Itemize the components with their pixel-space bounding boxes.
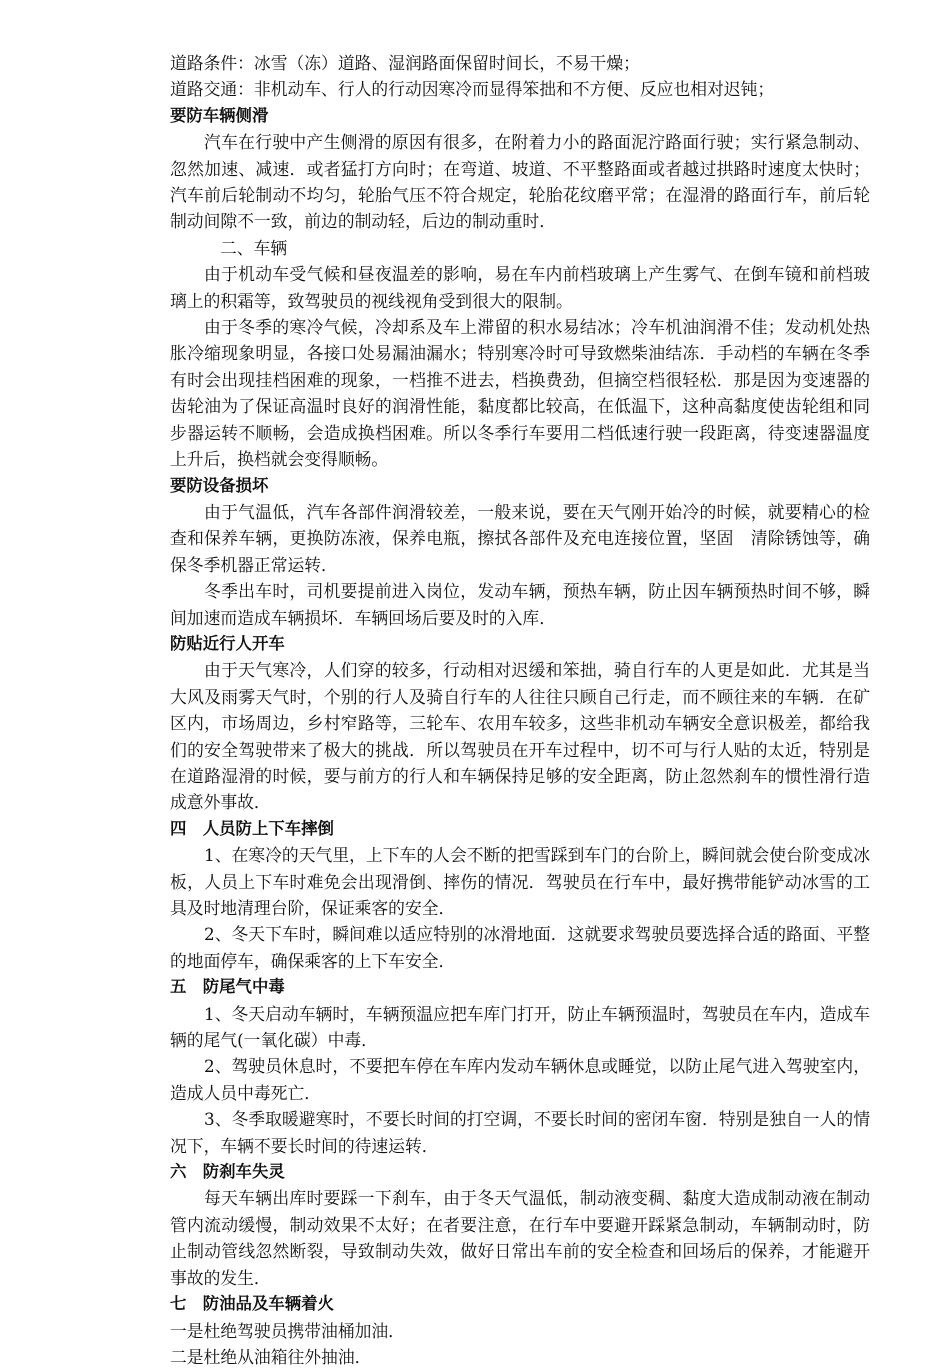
section-heading: 要防车辆侧滑 (170, 105, 269, 125)
body-paragraph: 汽车在行驶中产生侧滑的原因有很多，在附着力小的路面泥泞路面行驶；实行紧急制动、忽然加速、减速．或者猛打方向时；在弯道、坡道、不平整路面或者越过拱路时速度太快时；汽车前后轮制动不均匀，轮胎气压不符合规定，轮胎花纹磨平常；在湿滑的路面行车，前后轮制动间隙不一致，前边的制动轻，后边的制动重时． (170, 132, 870, 232)
body-paragraph: 由于气温低，汽车各部件润滑较差，一般来说，要在天气刚开始冷的时候，就要精心的检查和保养车辆，更换防冻液，保养电瓶，擦拭各部件及充电连接位置，坚固 清除锈蚀等，确保冬季机器正常运转． (170, 501, 870, 575)
body-paragraph: 1、冬天启动车辆时，车辆预温应把车库门打开，防止车辆预温时，驾驶员在车内，造成车辆的尾气(一氧化碳）中毒． (170, 1003, 870, 1051)
section-heading: 五 防尾气中毒 (170, 977, 285, 997)
body-paragraph: 由于机动车受气候和昼夜温差的影响，易在车内前档玻璃上产生雾气、在倒车镜和前档玻璃上的积霜等，致驾驶员的视线视角受到很大的限制。 (170, 264, 870, 311)
body-paragraph: 1、在寒冷的天气里，上下车的人会不断的把雪踩到车门的台阶上，瞬间就会使台阶变成冰板，人员上下车时难免会出现滑倒、摔伤的情况．驾驶员在行车中，最好携带能铲动冰雪的工具及时地清理台阶，保证乘客的安全． (170, 845, 870, 918)
section-heading: 防贴近行人开车 (170, 633, 285, 653)
text-line: 道路条件：冰雪（冻）道路、湿润路面保留时间长，不易干燥； (170, 53, 640, 73)
document-page (170, 50, 870, 1370)
section-heading: 四 人员防上下车摔倒 (170, 818, 334, 838)
body-paragraph: 2、冬天下车时，瞬间难以适应特别的冰滑地面．这就要求驾驶员要选择合适的路面、平整的地面停车，确保乘客的上下车安全． (170, 924, 870, 971)
body-paragraph: 冬季出车时，司机要提前进入岗位，发动车辆，预热车辆，防止因车辆预热时间不够，瞬间加速而造成车辆损坏．车辆回场后要及时的入库． (170, 581, 870, 628)
section-heading: 七 防油品及车辆着火 (170, 1294, 334, 1314)
text-line: 一是杜绝驾驶员携带油桶加油． (170, 1320, 405, 1341)
section-heading: 六 防刹车失灵 (170, 1162, 285, 1182)
body-paragraph: 由于天气寒冷，人们穿的较多，行动相对迟缓和笨拙，骑自行车的人更是如此．尤其是当大风及雨雾天气时，个别的行人及骑自行车的人往往只顾自己行走，而不顾往来的车辆．在矿区内，市场周边，乡村窄路等，三轮车、农用车较多，这些非机动车辆安全意识极差，都给我们的安全驾驶带来了极大的挑战．所以驾驶员在开车过程中，切不可与行人贴的太近，特别是在道路湿滑的时候，要与前方的行人和车辆保持足够的安全距离，防止忽然刹车的惯性滑行造成意外事故． (170, 660, 870, 813)
body-paragraph: 2、驾驶员休息时，不要把车停在车库内发动车辆休息或睡觉，以防止尾气进入驾驶室内，造成人员中毒死亡． (170, 1056, 870, 1103)
text-line: 道路交通：非机动车、行人的行动因寒冷而显得笨拙和不方便、反应也相对迟钝； (170, 79, 775, 100)
text-line: 二是杜绝从油箱往外抽油． (170, 1346, 372, 1367)
body-paragraph: 由于冬季的寒冷气候，冷却系及车上滞留的积水易结冰；冷车机油润滑不佳；发动机处热胀冷缩现象明显，各接口处易漏油漏水；特别寒冷时可导致燃柴油结冻．手动档的车辆在冬季有时会出现挂档困难的现象，一档推不进去，档换费劲，但摘空档很轻松．那是因为变速器的齿轮油为了保证高温时良好的润滑性能，黏度都比较高，在低温下，这种高黏度使齿轮组和同步器运转不顺畅，会造成换档困难。所以冬季行车要用二档低速行驶一段距离，待变速器温度上升后，换档就会变得顺畅。 (170, 317, 870, 470)
body-paragraph: 每天车辆出库时要踩一下刹车，由于冬天气温低，制动液变稠、黏度大造成制动液在制动管内流动缓慢，制动效果不太好；在者要注意，在行车中要避开踩紧急制动，车辆制动时，防止制动管线忽然断裂，导致制动失效，做好日常出车前的安全检查和回场后的保养，才能避开事故的发生． (170, 1188, 870, 1288)
body-paragraph: 3、冬季取暖避寒时，不要长时间的打空调，不要长时间的密闭车窗．特别是独自一人的情况下，车辆不要长时间的待速运转． (170, 1109, 870, 1156)
section-heading: 要防设备损坏 (170, 475, 269, 495)
section-subheading: 二、车辆 (220, 237, 288, 258)
